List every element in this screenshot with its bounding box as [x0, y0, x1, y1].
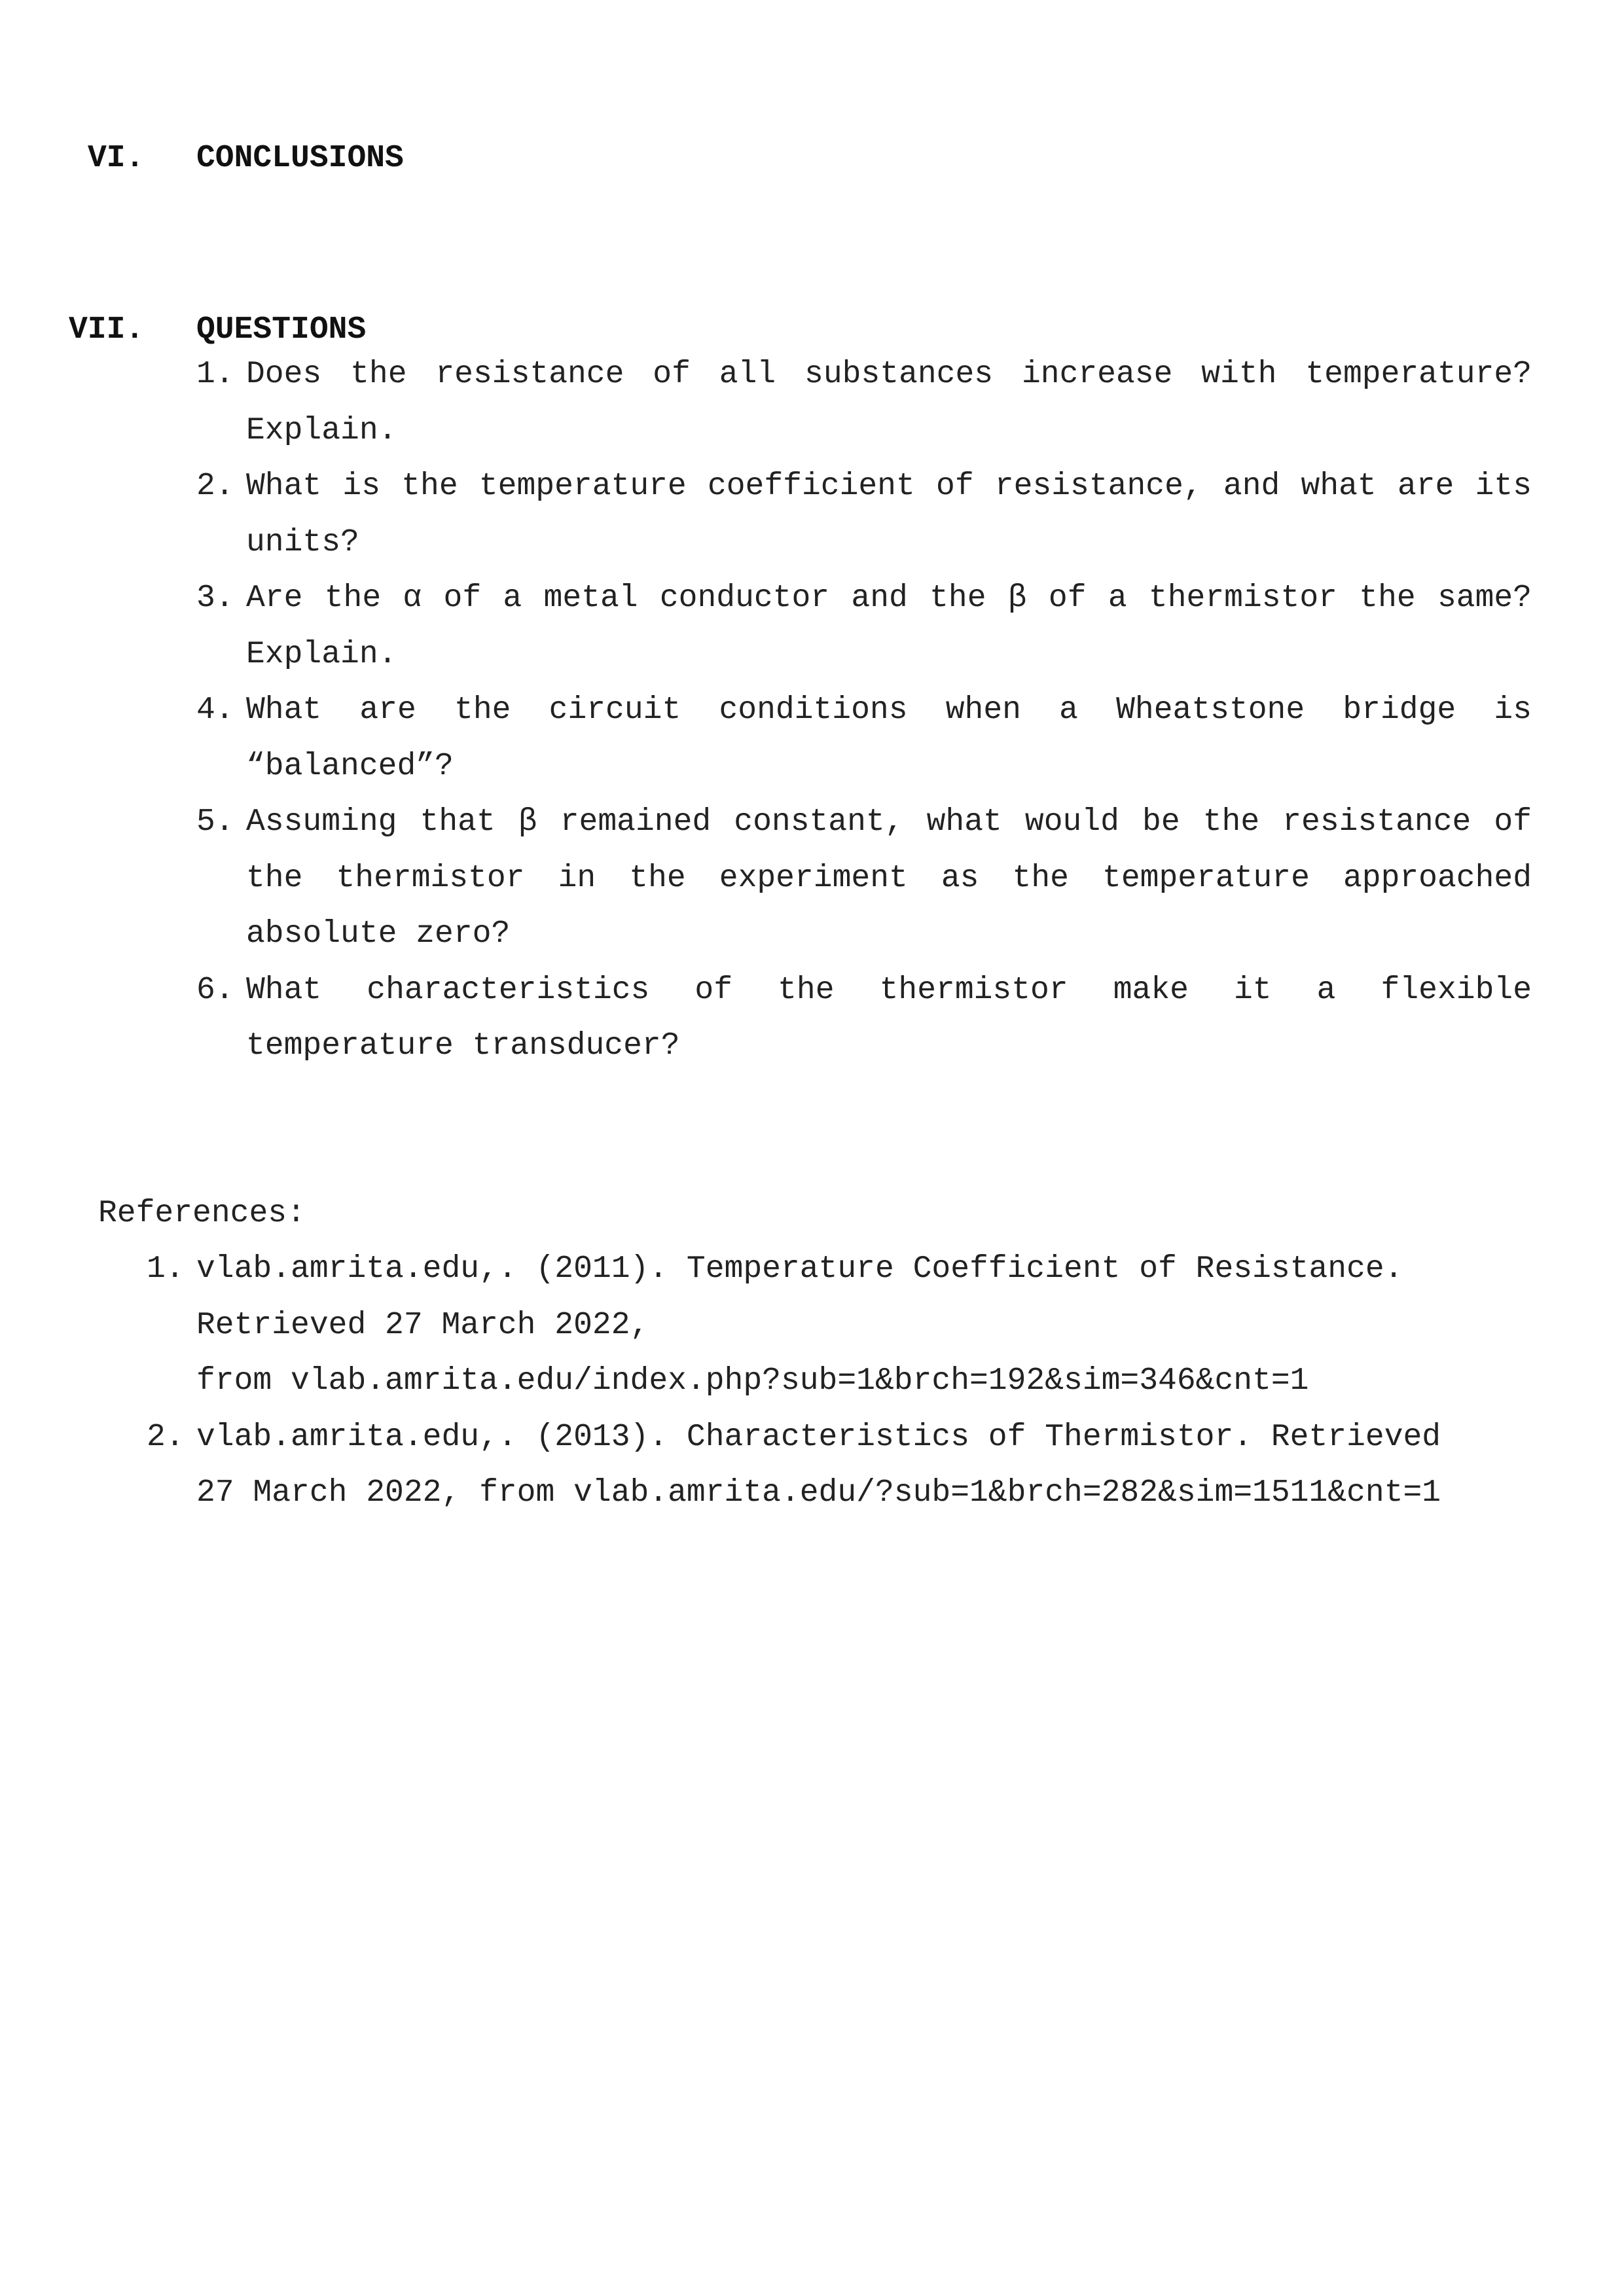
section-title: CONCLUSIONS [196, 141, 404, 176]
question-text: Are the α of a metal conductor and the β of a thermistor the same? Explain. [246, 581, 1532, 672]
question-text: What are the circuit conditions when a Wheatstone bridge is “balanced”? [246, 692, 1532, 784]
reference-line: Retrieved 27 March 2022, [196, 1307, 649, 1343]
question-item [196, 963, 1532, 1075]
section-numeral: VII. [69, 312, 145, 348]
question-number: 5. [196, 804, 234, 840]
question-item [196, 459, 1532, 571]
question-text: What characteristics of the thermistor make it a flexible temperature transducer? [246, 972, 1532, 1064]
question-number: 4. [196, 692, 234, 728]
reference-line: 27 March 2022, from vlab.amrita.edu/?sub=1&brch=282&sim=1511&cnt=1 [196, 1475, 1441, 1511]
reference-item [147, 1242, 1521, 1410]
question-item [196, 571, 1532, 683]
question-text: What is the temperature coefficient of resistance, and what are its units? [246, 469, 1532, 560]
references-title: References: [98, 1196, 306, 1231]
question-item [196, 795, 1532, 963]
question-number: 2. [196, 469, 234, 504]
reference-line: from vlab.amrita.edu/index.php?sub=1&brch=192&sim=346&cnt=1 [196, 1363, 1309, 1399]
question-item [196, 683, 1532, 795]
question-text: Assuming that β remained constant, what would be the resistance of the thermistor in the experiment as the temperature approached absolute zero? [246, 804, 1532, 952]
section-heading-conclusions [0, 139, 524, 178]
reference-item [147, 1410, 1521, 1522]
question-number: 1. [196, 357, 234, 392]
section-title: QUESTIONS [196, 312, 367, 348]
section-heading-questions [0, 310, 524, 350]
reference-line: vlab.amrita.edu,. (2011). Temperature Coefficient of Resistance. [196, 1251, 1403, 1287]
questions-list [196, 347, 1532, 1075]
question-number: 3. [196, 581, 234, 616]
question-number: 6. [196, 972, 234, 1008]
question-text: Does the resistance of all substances increase with temperature? Explain. [246, 357, 1532, 448]
section-numeral: VI. [88, 141, 145, 176]
reference-number: 2. [147, 1419, 185, 1455]
references-list [147, 1242, 1521, 1522]
reference-line: vlab.amrita.edu,. (2013). Characteristics of Thermistor. Retrieved [196, 1419, 1441, 1455]
question-item [196, 347, 1532, 459]
reference-number: 1. [147, 1251, 185, 1287]
